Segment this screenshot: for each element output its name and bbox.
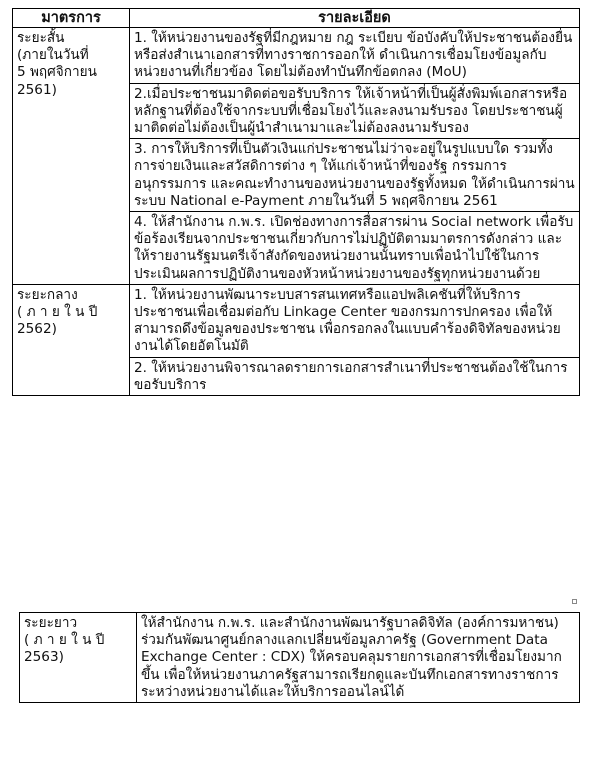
table-row	[13, 28, 580, 84]
table-row	[13, 284, 580, 357]
table-header-row	[13, 9, 580, 28]
detail-cell: ให้สำนักงาน ก.พ.ร. และสำนักงานพัฒนารัฐบาลดิจิทัล (องค์การมหาชน) ร่วมกันพัฒนาศูนย์กลางแลกเปลี่ยนข้อมูลภาครัฐ (Government Data Exchange Center : CDX) ให้ครอบคลุมรายการเอกสารที่เชื่อมโยงมากขึ้น เพื่อให้หน่วยงานภาครัฐสามารถเรียกดูและบันทึกเอกสารทางราชการระหว่างหน่วยงานได้และให้บริการออนไลน์ได้	[137, 613, 580, 703]
long-term-table	[19, 612, 580, 703]
period-short-term: ระยะสั้น (ภายในวันที่ 5 พฤศจิกายน 2561)	[13, 28, 130, 285]
period-medium-term: ระยะกลาง ( ภ า ย ใ น ปี 2562)	[13, 284, 130, 395]
detail-cell: 4. ให้สำนักงาน ก.พ.ร. เปิดช่องทางการสื่อสารผ่าน Social network เพื่อรับข้อร้องเรียนจากประชาชนเกี่ยวกับการไม่ปฏิบัติตามมาตรการดังกล่าว และให้รายงานรัฐมนตรีเจ้าสังกัดของหน่วยงานนั้นทราบเพื่อนำไปใช้ในการประเมินผลการปฏิบัติงานของหัวหน้าหน่วยงานของรัฐทุกหน่วยงานด้วย	[130, 212, 580, 285]
table-row	[20, 613, 580, 703]
measures-table	[12, 8, 580, 396]
table-resize-handle[interactable]	[572, 599, 577, 604]
header-measure: มาตรการ	[13, 9, 130, 28]
detail-cell: 2.เมื่อประชาชนมาติดต่อขอรับบริการ ให้เจ้าหน้าที่เป็นผู้สั่งพิมพ์เอกสารหรือหลักฐานที่ต้องใช้จากระบบที่เชื่อมโยงไว้และลงนามรับรอง โดยประชาชนผู้มาติดต่อไม่ต้องเป็นผู้นำสำเนามาและไม่ต้องลงนามรับรอง	[130, 83, 580, 139]
detail-cell: 1. ให้หน่วยงานของรัฐที่มีกฎหมาย กฎ ระเบียบ ข้อบังคับให้ประชาชนต้องยื่นหรือส่งสำเนาเอกสารที่ทางราชการออกให้ ดำเนินการเชื่อมโยงข้อมูลกับหน่วยงานที่เกี่ยวข้อง โดยไม่ต้องทำบันทึกข้อตกลง (MoU)	[130, 28, 580, 84]
detail-cell: 1. ให้หน่วยงานพัฒนาระบบสารสนเทศหรือแอปพลิเคชันที่ให้บริการประชาชนเพื่อเชื่อมต่อกับ Linkage Center ของกรมการปกครอง เพื่อให้สามารถดึงข้อมูลของประชาชน เพื่อกรอกลงในแบบคำร้องดิจิทัลของหน่วยงานได้โดยอัตโนมัติ	[130, 284, 580, 357]
cropped-header-fragment	[30, 0, 180, 8]
detail-cell: 2. ให้หน่วยงานพิจารณาลดรายการเอกสารสำเนาที่ประชาชนต้องใช้ในการขอรับบริการ	[130, 357, 580, 395]
header-details: รายละเอียด	[130, 9, 580, 28]
period-long-term: ระยะยาว ( ภ า ย ใ น ปี 2563)	[20, 613, 137, 703]
detail-cell: 3. การให้บริการที่เป็นตัวเงินแก่ประชาชนไม่ว่าจะอยู่ในรูปแบบใด รวมทั้งการจ่ายเงินและสวัสดิการต่าง ๆ ให้แก่เจ้าหน้าที่ของรัฐ กรรมการ อนุกรรมการ และคณะทำงานของหน่วยงานของรัฐทั้งหมด ให้ดำเนินการผ่านระบบ National e-Payment ภายในวันที่ 5 พฤศจิกายน 2561	[130, 139, 580, 212]
